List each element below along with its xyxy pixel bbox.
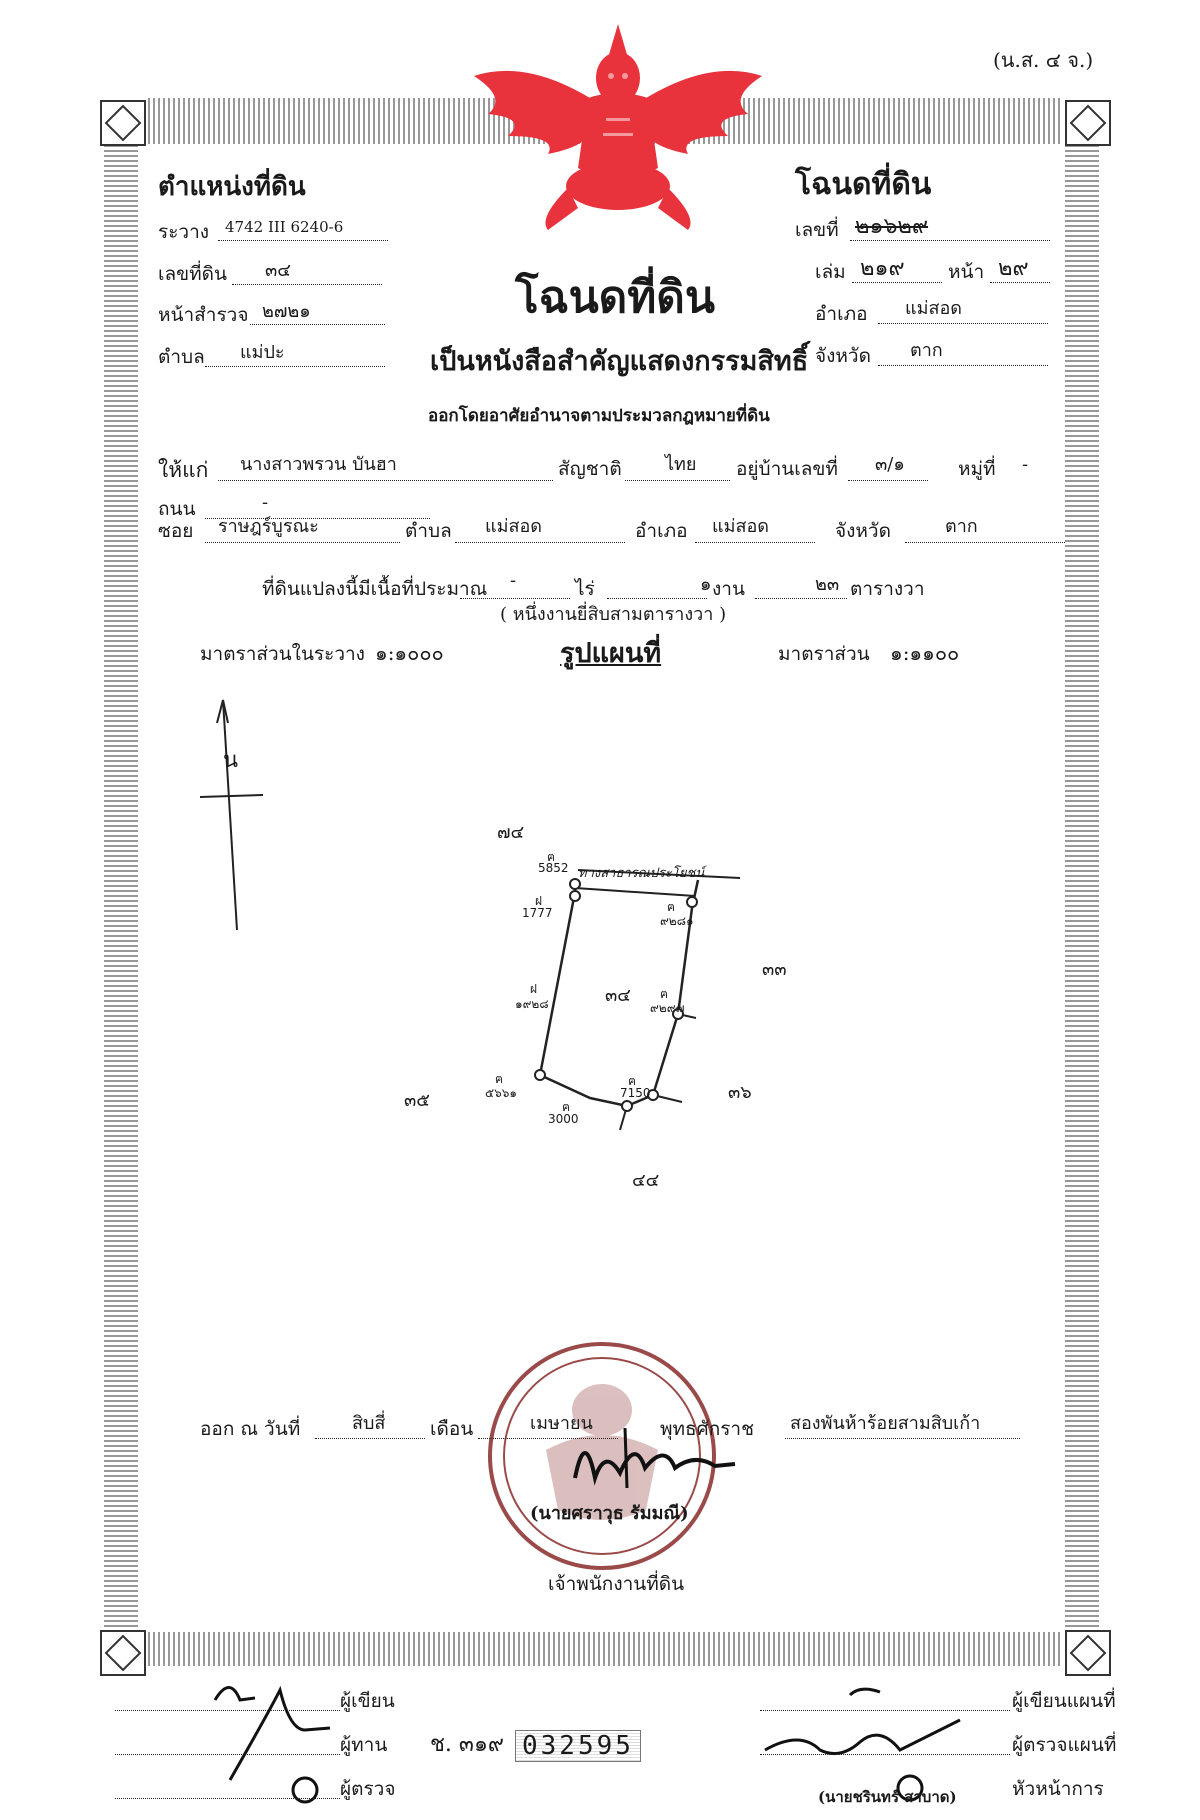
- owner-province-label: จังหวัด: [835, 520, 891, 542]
- chief-label: หัวหน้าการ: [1012, 1778, 1104, 1800]
- road-value: -: [262, 492, 269, 513]
- writer-label: ผู้เขียน: [340, 1690, 395, 1712]
- book-label: เล่ม: [815, 261, 846, 283]
- location-heading: ตำแหน่งที่ดิน: [158, 172, 306, 202]
- moo-label: หมู่ที่: [958, 458, 996, 480]
- road-label: ถนน: [158, 498, 196, 520]
- road-label-map: ทางสาธารณประโยชน์: [578, 866, 705, 881]
- footer-signatures-left: [210, 1670, 360, 1810]
- owner-subdistrict-value: แม่สอด: [485, 516, 542, 537]
- area-in-words: ( หนึ่งงานยี่สิบสามตารางวา ): [500, 604, 727, 625]
- map-writer-label: ผู้เขียนแผนที่: [1012, 1690, 1116, 1712]
- neighbor-southwest-label: ๓๕: [404, 1090, 430, 1111]
- bottom-border-pattern: [148, 1632, 1063, 1666]
- issue-month-value: เมษายน: [530, 1413, 593, 1434]
- soi-label: ซอย: [158, 520, 194, 542]
- neighbor-south-label: ๔๔: [632, 1170, 660, 1191]
- owner-name: นางสาวพรวน บันฮา: [240, 454, 397, 475]
- stake-1-number: 5852: [538, 861, 569, 875]
- north-label: น: [223, 748, 239, 773]
- stake-1-mark: ฅ: [547, 850, 556, 864]
- stake-7-mark: ฅ: [628, 1074, 637, 1088]
- parcel-no-value: ๓๔: [265, 260, 291, 281]
- officer-signature: [565, 1418, 745, 1503]
- area-rai-value: -: [510, 570, 517, 591]
- owner-district-value: แม่สอด: [712, 516, 769, 537]
- officer-name: (นายศราวุธ รัมมณี): [530, 1503, 689, 1524]
- subdistrict-label: ตำบล: [158, 346, 205, 368]
- checker-label: ผู้ทาน: [340, 1734, 388, 1756]
- deed-no-label: เลขที่: [795, 219, 839, 241]
- page-value: ๒๙: [998, 256, 1029, 281]
- area-wa-label: ตารางวา: [850, 578, 925, 600]
- map-checker-label: ผู้ตรวจแผนที่: [1012, 1734, 1117, 1756]
- soi-value: ราษฎร์บูรณะ: [218, 516, 319, 537]
- map-sheet-label: ระวาง: [158, 221, 210, 243]
- document-subtitle: เป็นหนังสือสำคัญแสดงกรรมสิทธิ์: [430, 346, 809, 377]
- stake-8-mark: ฅ: [562, 1100, 571, 1114]
- area-rai-label: ไร่: [575, 578, 595, 600]
- corner-ornament-bottom-right: [1065, 1630, 1111, 1676]
- area-ngan-value: ๑: [700, 574, 712, 595]
- book-value: ๒๑๙: [860, 256, 905, 281]
- right-border-pattern: [1065, 132, 1099, 1632]
- scale-sheet-label: มาตราส่วนในระวาง: [200, 643, 365, 665]
- neighbor-north-label: ๗๔: [497, 822, 525, 843]
- page-label: หน้า: [948, 261, 985, 283]
- document-title: โฉนดที่ดิน: [515, 272, 715, 323]
- left-border-pattern: [104, 132, 138, 1632]
- scale-value: ๑:๑๑๐๐: [890, 641, 960, 665]
- stake-6-mark: ฅ: [495, 1072, 504, 1086]
- survey-page-label: หน้าสำรวจ: [158, 304, 249, 326]
- owner-province-value: ตาก: [945, 516, 978, 537]
- scale-sheet-value: ๑:๑๐๐๐: [375, 641, 444, 665]
- survey-page-value: ๒๗๒๑: [262, 301, 311, 322]
- corner-ornament-top-left: [100, 100, 146, 146]
- issued-label: ออก ณ วันที่: [200, 1418, 301, 1440]
- form-code: (น.ส. ๔ จ.): [993, 48, 1094, 72]
- code-value: ช. ๓๑๙: [430, 1732, 505, 1757]
- issue-day-value: สิบสี่: [352, 1413, 386, 1434]
- nationality-value: ไทย: [665, 454, 697, 475]
- stake-5-mark: ฅ: [660, 987, 669, 1001]
- subdistrict-value: แม่ปะ: [240, 342, 285, 363]
- stake-7-number: 7150: [620, 1086, 651, 1100]
- corner-ornament-top-right: [1065, 100, 1111, 146]
- month-label: เดือน: [430, 1418, 474, 1440]
- district-label: อำเภอ: [815, 303, 868, 325]
- stake-2-mark: ฝ: [535, 894, 543, 908]
- area-intro: ที่ดินแปลงนี้มีเนื้อที่ประมาณ: [262, 578, 488, 600]
- garuda-emblem-icon: [468, 18, 768, 238]
- parcel-no-label: เลขที่ดิน: [158, 263, 227, 285]
- map-sheet-value: 4742 III 6240-6: [225, 218, 344, 236]
- stake-3-number: ๙๒๘๑: [660, 914, 694, 928]
- authority-line: ออกโดยอาศัยอำนาจตามประมวลกฎหมายที่ดิน: [428, 406, 770, 426]
- neighbor-east-label: ๓๓: [762, 959, 787, 980]
- map-heading: รูปแผนที่: [560, 638, 662, 669]
- north-arrow-icon: [195, 695, 265, 935]
- area-wa-value: ๒๓: [815, 574, 840, 595]
- chief-name: (นายชรินทร์ สาบาด): [818, 1788, 957, 1806]
- owner-to-label: ให้แก่: [158, 458, 209, 482]
- owner-district-label: อำเภอ: [635, 520, 688, 542]
- neighbor-southeast-label: ๓๖: [728, 1082, 752, 1103]
- province-label: จังหวัด: [815, 345, 871, 367]
- serial-number: 032595: [515, 1730, 641, 1762]
- stake-8-number: 3000: [548, 1112, 579, 1126]
- stake-4-mark: ฝ: [530, 982, 538, 996]
- deed-no-value: ๒๑๖๒๙: [855, 214, 929, 239]
- deed-heading: โฉนดที่ดิน: [795, 167, 932, 202]
- owner-subdistrict-label: ตำบล: [405, 520, 452, 542]
- stake-6-number: ๕๖๖๑: [485, 1086, 517, 1100]
- corner-ornament-bottom-left: [100, 1630, 146, 1676]
- officer-title: เจ้าพนักงานที่ดิน: [548, 1573, 685, 1595]
- year-label: พุทธศักราช: [660, 1418, 754, 1440]
- issue-year-value: สองพันห้าร้อยสามสิบเก้า: [790, 1413, 981, 1434]
- house-no-value: ๓/๑: [875, 454, 905, 475]
- district-value: แม่สอด: [905, 298, 962, 319]
- parcel-main-label: ๓๔: [605, 985, 631, 1006]
- scale-label: มาตราส่วน: [778, 643, 870, 665]
- stake-5-number: ๙๒๙๗: [650, 1001, 685, 1015]
- inspector-label: ผู้ตรวจ: [340, 1778, 396, 1800]
- stake-3-mark: ฅ: [667, 900, 676, 914]
- stake-2-number: 1777: [522, 906, 553, 920]
- province-value: ตาก: [910, 340, 943, 361]
- house-no-label: อยู่บ้านเลขที่: [736, 458, 838, 480]
- nationality-label: สัญชาติ: [558, 458, 622, 480]
- moo-value: -: [1022, 454, 1029, 475]
- area-ngan-label: งาน: [712, 578, 745, 600]
- stake-4-number: ๑๙๒๘: [515, 997, 549, 1011]
